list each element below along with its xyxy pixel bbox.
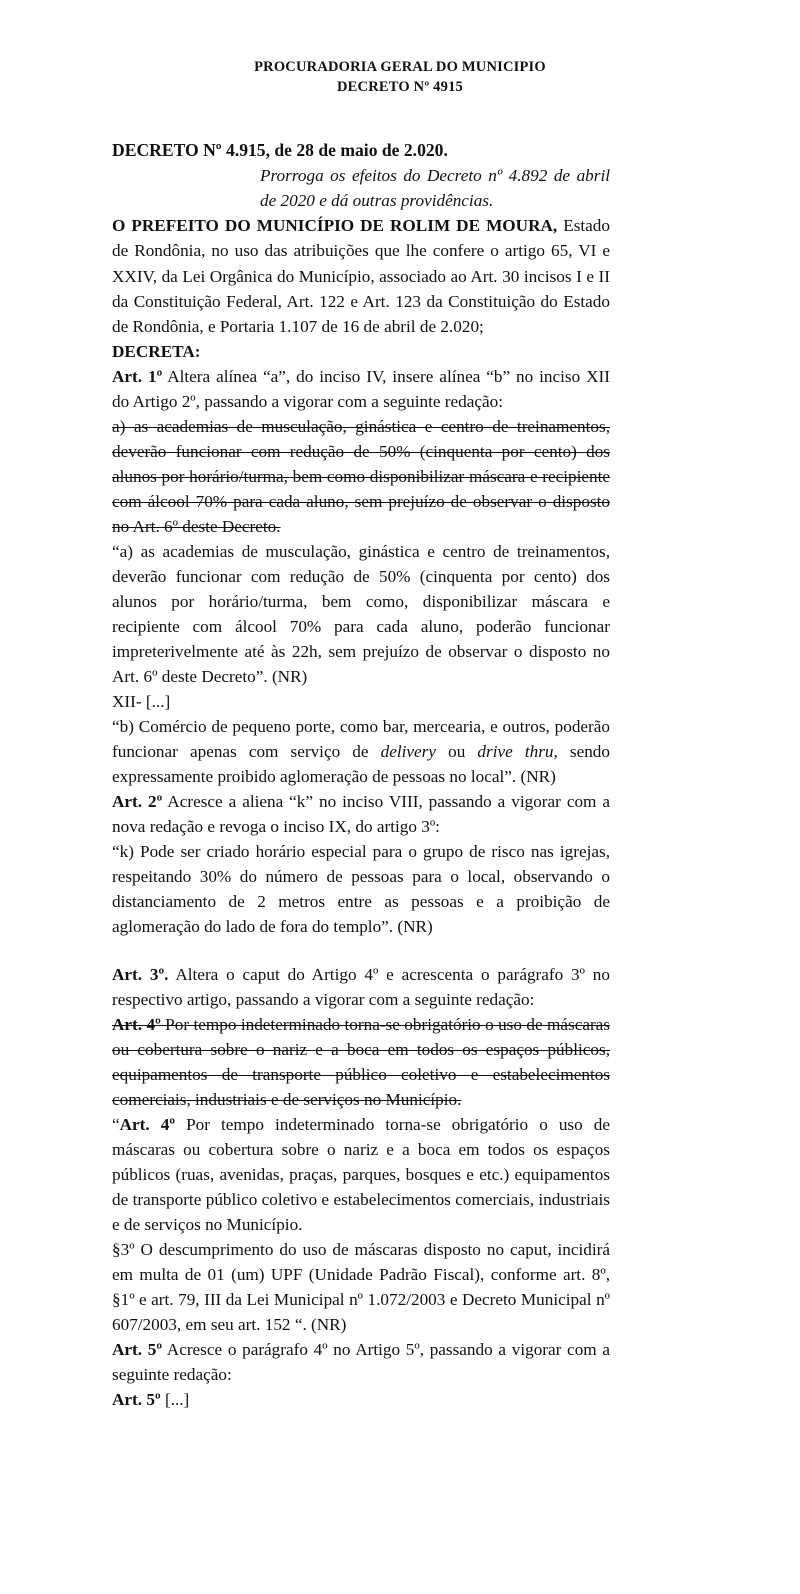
article-5-reference-label: Art. 5º — [112, 1390, 161, 1410]
decreta-label-text: DECRETA: — [112, 341, 201, 361]
article-3-heading — [112, 962, 610, 1012]
decreta-label — [112, 339, 610, 364]
article-4-revoked-text: Por tempo indeterminado torna-se obrigatório o uso de máscaras ou cobertura sobre o nariz e a boca em todos os espaços públicos, equipamentos de transporte público coletivo e estabelecimentos comerciais, industriais e de serviços no Município. — [112, 1014, 610, 1109]
article-4-new — [112, 1112, 610, 1237]
preamble-bold-opening: O PREFEITO DO MUNICÍPIO DE ROLIM DE MOURA, — [112, 216, 558, 236]
item-b-italic-delivery: delivery — [380, 741, 436, 761]
item-b-part3: sendo expressamente proibido aglomeração de pessoas no local”. (NR) — [112, 741, 610, 786]
article-5-reference — [112, 1387, 610, 1412]
page-header — [0, 58, 800, 97]
article-4-quote-open: “ — [112, 1115, 120, 1135]
paragraph-3: §3º O descumprimento do uso de máscaras disposto no caput, incidirá em multa de 01 (um) UPF (Unidade Padrão Fiscal), conforme art. 8º, §1º e art. 79, III da Lei Municipal nº 1.072/2003 e Decreto Municipal nº 607/2003, em seu art. 152 “. (NR) — [112, 1240, 610, 1335]
decree-ementa: Prorroga os efeitos do Decreto nº 4.892 de abril de 2020 e dá outras providências. — [260, 165, 610, 210]
paragraph-spacer — [112, 939, 610, 962]
article-1-label: Art. 1º — [112, 366, 163, 386]
item-b-italic-drive-thru: drive thru, — [477, 741, 558, 761]
article-2-label: Art. 2º — [112, 791, 163, 811]
article-3-text: Altera o caput do Artigo 4º e acrescenta o parágrafo 3º no respectivo artigo, passando a vigorar com a seguinte redação: — [112, 964, 610, 1009]
article-4-new-label: Art. 4º — [119, 1115, 176, 1135]
article-1-new-item-a: “a) as academias de musculação, ginástica e centro de treinamentos, deverão funcionar com redução de 50% (cinquenta por cento) dos alunos por horário/turma, bem como, disponibilizar máscara e recipiente com álcool 70% para cada aluno, poderão funcionar impreterivelmente até às 22h, sem prejuízo de observar o disposto no Art. 6º deste Decreto”. (NR) — [112, 541, 610, 686]
article-1-heading — [112, 364, 610, 414]
decree-title: DECRETO Nº 4.915, de 28 de maio de 2.020. — [112, 140, 448, 160]
item-b-part2: ou — [435, 741, 478, 761]
preamble-paragraph — [112, 213, 610, 338]
article-1-revoked-item-a: a) as academias de musculação, ginástica e centro de treinamentos, deverão funcionar com redução de 50% (cinquenta por cento) dos alunos por horário/turma, bem como disponibilizar máscara e recipiente com álcool 70% para cada aluno, sem prejuízo de observar o disposto no Art. 6º deste Decreto. — [112, 416, 610, 536]
item-b-part1: “b) Comércio de pequeno porte, como bar, mercearia, e outros, poderão funcionar apenas com serviço de — [112, 716, 610, 761]
article-2-new-item-k: “k) Pode ser criado horário especial para o grupo de risco nas igrejas, respeitando 30% do número de pessoas para o local, observando o distanciamento de 2 metros entre as pessoas e a proibição de aglomeração do lado de fora do templo”. (NR) — [112, 841, 610, 936]
article-5-text: Acresce o parágrafo 4º no Artigo 5º, passando a vigorar com a seguinte redação: — [112, 1340, 610, 1385]
document-body — [112, 138, 610, 1412]
article-3-label: Art. 3º. — [112, 964, 169, 984]
inciso-xii-reference: XII- [...] — [112, 691, 171, 711]
article-5-heading — [112, 1337, 610, 1387]
article-4-new-text: Por tempo indeterminado torna-se obrigatório o uso de máscaras ou cobertura sobre o nariz e a boca em todos os espaços públicos (ruas, avenidas, praças, parques, bosques e etc.) equipamentos de transporte público coletivo e estabelecimentos comerciais, industriais e de serviços no Município. — [112, 1115, 610, 1235]
header-line-decree-number: DECRETO Nº 4915 — [337, 78, 463, 95]
header-line-agency: PROCURADORIA GERAL DO MUNICIPIO — [254, 59, 546, 75]
article-2-heading — [112, 789, 610, 839]
article-4-revoked — [112, 1012, 610, 1112]
article-1-new-item-b — [112, 714, 610, 789]
article-4-revoked-label: Art. 4º — [112, 1014, 161, 1034]
article-1-text: Altera alínea “a”, do inciso IV, insere alínea “b” no inciso XII do Artigo 2º, passando a vigorar com a seguinte redação: — [112, 366, 610, 411]
preamble-rest: Estado de Rondônia, no uso das atribuições que lhe confere o artigo 65, VI e XXIV, da Lei Orgânica do Município, associado ao Art. 30 incisos I e II da Constituição Federal, Art. 122 e Art. 123 da Constituição do Estado de Rondônia, e Portaria 1.107 de 16 de abril de 2.020; — [112, 216, 610, 336]
article-2-text: Acresce a aliena “k” no inciso VIII, passando a vigorar com a nova redação e revoga o inciso IX, do artigo 3º: — [112, 791, 610, 836]
article-5-label: Art. 5º — [112, 1340, 163, 1360]
article-5-reference-text: [...] — [160, 1390, 190, 1410]
